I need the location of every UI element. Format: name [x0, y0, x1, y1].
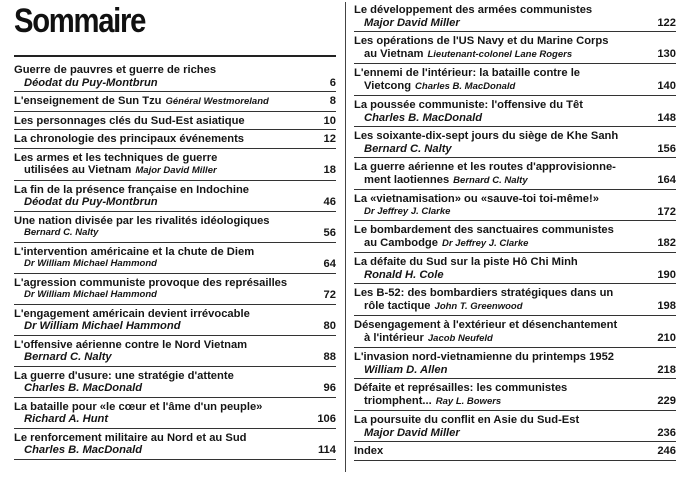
toc-entry-divider [14, 148, 336, 149]
toc-entry-divider [354, 347, 676, 348]
toc-entry-title-text: La «vietnamisation» ou «sauve-toi toi-même!» [354, 193, 599, 205]
toc-entry-page-number: 96 [323, 382, 336, 394]
toc-entry-title-text: Une nation divisée par les rivalités idéologiques [14, 214, 270, 227]
toc-entry [354, 287, 676, 313]
toc-entry-author: Ronald H. Cole [364, 268, 444, 281]
toc-entry-page-number: 172 [657, 205, 676, 218]
toc-entry-page-number: 182 [657, 236, 676, 249]
toc-entry-title [354, 319, 676, 332]
toc-entry-title-continued [354, 48, 676, 62]
toc-entry-author: Bernard C. Nalty [453, 174, 528, 186]
toc-entry-title-text: Le renforcement militaire au Nord et au Sud [14, 431, 247, 444]
toc-entry-page-number: 64 [323, 258, 336, 270]
toc-entry-author: Dr Jeffrey J. Clarke [364, 205, 451, 217]
toc-entry [354, 445, 676, 458]
toc-entry-title [14, 184, 336, 197]
toc-entry-title-continued [14, 164, 336, 178]
toc-entry [14, 308, 336, 333]
toc-entry-divider [354, 315, 676, 316]
toc-entry-title-continued-text: ment laotiennes [364, 173, 450, 186]
toc-entry-title [354, 256, 676, 269]
toc-entry-title-text: Défaite et représailles: les communistes [354, 382, 568, 394]
toc-entry-title-text: Les soixante-dix-sept jours du siège de Khe Sanh [354, 130, 619, 142]
toc-entry-title [14, 308, 336, 321]
toc-entry [354, 130, 676, 155]
toc-entry-page-number: 190 [657, 268, 676, 281]
toc-entry-page-number: 140 [657, 79, 676, 92]
right-column [354, 4, 676, 464]
toc-entry [14, 115, 336, 128]
toc-entry [354, 224, 676, 250]
toc-entry [354, 67, 676, 93]
toc-entry-divider [14, 273, 336, 274]
toc-entry-title-text: Les armes et les techniques de guerre [14, 151, 218, 164]
title-underline [14, 55, 336, 57]
toc-entry-title [14, 339, 336, 352]
toc-entry-author: Déodat du Puy-Montbrun [24, 196, 158, 208]
toc-entry-author: Charles B. MacDonald [364, 111, 483, 124]
toc-entry-divider [354, 63, 676, 64]
toc-entry-divider [354, 410, 676, 411]
column-divider [345, 2, 346, 472]
toc-entry-title [354, 67, 676, 80]
toc-entry-title [14, 215, 336, 228]
toc-entry-author: Jacob Neufeld [427, 332, 493, 344]
toc-entry-page-number: 12 [323, 133, 336, 145]
toc-entry-title-continued [354, 395, 676, 409]
toc-entry-divider [14, 91, 336, 92]
toc-entry-page-number: 106 [317, 413, 336, 425]
toc-entry-title-continued [354, 174, 676, 188]
toc-entry-title [354, 193, 676, 206]
toc-entry-page-number: 164 [657, 173, 676, 186]
toc-entry-page-number: 246 [657, 445, 676, 457]
toc-entry-title-continued-text: Vietcong [364, 79, 412, 92]
toc-entry-title-text: Le développement des armées communistes [354, 4, 593, 16]
toc-entry [354, 4, 676, 29]
toc-entry-author: Charles B. MacDonald [415, 80, 516, 92]
toc-entry-title [14, 432, 336, 445]
toc-entry-title-text: L'invasion nord-vietnamienne du printemps 1952 [354, 351, 615, 363]
page-title: Sommaire [14, 2, 146, 40]
toc-entry-title [354, 224, 676, 237]
toc-entry-author: Dr Jeffrey J. Clarke [441, 237, 529, 249]
toc-entry [14, 133, 336, 146]
toc-entry [354, 351, 676, 376]
toc-entry-title-text: La poursuite du conflit en Asie du Sud-Est [354, 414, 580, 426]
toc-entry-title-text: Les personnages clés du Sud-Est asiatique [14, 114, 245, 127]
toc-entry-author: Dr William Michael Hammond [24, 258, 157, 269]
toc-entry-page-number: 72 [323, 289, 336, 301]
toc-entry [14, 152, 336, 178]
toc-entry-page-number: 229 [657, 394, 676, 407]
toc-entry-divider [354, 157, 676, 158]
toc-entry-title [354, 414, 676, 427]
toc-entry-page-number: 80 [323, 320, 336, 332]
toc-entry-title-continued [354, 80, 676, 94]
toc-entry-divider [354, 220, 676, 221]
toc-entry-title [14, 152, 336, 165]
toc-entry-author: John T. Greenwood [434, 300, 523, 312]
toc-entry-title-continued-text: utilisées au Vietnam [24, 164, 132, 176]
toc-entry-title [14, 64, 336, 77]
toc-entry-divider [354, 189, 676, 190]
toc-entry [14, 401, 336, 426]
toc-entry-page-number: 10 [323, 114, 336, 127]
toc-entry [354, 414, 676, 439]
toc-entry-divider [354, 460, 676, 461]
toc-entry [14, 339, 336, 364]
toc-entry-title [14, 277, 336, 290]
toc-entry-divider [354, 31, 676, 32]
toc-entry-author: Bernard C. Nalty [364, 142, 452, 155]
toc-entry-title [354, 130, 676, 143]
toc-entry-title-text: L'enseignement de Sun Tzu [14, 95, 162, 107]
toc-entry-title-text: La guerre aérienne et les routes d'approvisionne- [354, 161, 616, 173]
toc-entry-title-continued-text: à l'intérieur [364, 331, 424, 344]
toc-entry [14, 184, 336, 209]
toc-entry-divider [14, 180, 336, 181]
toc-entry-divider [14, 428, 336, 429]
toc-entry-title-continued [354, 332, 676, 346]
toc-entry-divider [14, 111, 336, 112]
toc-entry-title-text: La chronologie des principaux événements [14, 133, 245, 145]
toc-entry-page-number: 46 [323, 196, 336, 208]
toc-entry-page-number: 210 [657, 331, 676, 344]
toc-entry-title-continued [354, 300, 676, 314]
toc-entry-divider [354, 126, 676, 127]
toc-entry-title-text: La guerre d'usure: une stratégie d'attente [14, 369, 234, 382]
toc-entry [354, 382, 676, 408]
toc-entry-title [354, 287, 676, 300]
toc-entry [14, 64, 336, 89]
toc-entry-title [354, 445, 676, 458]
toc-entry-divider [14, 397, 336, 398]
toc-entry-divider [14, 304, 336, 305]
toc-entry-author: Général Westmoreland [165, 96, 269, 107]
toc-entry [354, 99, 676, 124]
toc-entry-author: Major David Miller [364, 16, 460, 29]
toc-entry-title [354, 161, 676, 174]
toc-entry-page-number: 18 [323, 164, 336, 176]
toc-entry-title [354, 351, 676, 364]
toc-entry [14, 370, 336, 395]
toc-entry-page-number: 148 [657, 111, 676, 124]
toc-entry [354, 161, 676, 187]
toc-entry-divider [14, 211, 336, 212]
toc-entry-page-number: 236 [657, 426, 676, 439]
toc-entry-title [14, 401, 336, 414]
toc-entry-author: Richard A. Hunt [24, 413, 109, 425]
toc-entry-page-number: 122 [657, 16, 676, 29]
toc-entry-page-number: 8 [329, 95, 336, 107]
toc-entry-page-number: 88 [323, 351, 336, 363]
toc-entry-title [354, 382, 676, 395]
toc-entry-title-text: L'engagement américain devient irrévocable [14, 307, 250, 320]
toc-entry [354, 319, 676, 345]
toc-entry-title-continued-text: au Vietnam [364, 47, 424, 60]
toc-entry-title-text: L'intervention américaine et la chute de Diem [14, 245, 255, 258]
toc-entry [354, 35, 676, 61]
toc-entry-divider [14, 242, 336, 243]
toc-entry-title-text: L'agression communiste provoque des représailles [14, 276, 288, 289]
toc-entry-divider [354, 378, 676, 379]
toc-entry [354, 193, 676, 218]
toc-entry-author: Dr William Michael Hammond [24, 289, 157, 300]
toc-entry-author: Charles B. MacDonald [24, 444, 143, 456]
toc-entry-title-text: La défaite du Sud sur la piste Hô Chi Minh [354, 256, 578, 268]
toc-entry-title-text: Index [354, 445, 384, 457]
toc-entry-title-text: La bataille pour «le cœur et l'âme d'un peuple» [14, 400, 263, 413]
toc-entry-author: Charles B. MacDonald [24, 382, 143, 394]
toc-entry-page-number: 6 [329, 76, 336, 89]
toc-entry [14, 215, 336, 240]
toc-entry-divider [14, 366, 336, 367]
toc-entry-author: Déodat du Puy-Montbrun [24, 76, 158, 89]
toc-entry-title-text: La poussée communiste: l'offensive du Têt [354, 99, 583, 111]
toc-entry [14, 432, 336, 457]
toc-entry-title-text: Les opérations de l'US Navy et du Marine Corps [354, 35, 609, 47]
toc-entry-page-number: 56 [323, 227, 336, 239]
toc-entry [14, 277, 336, 302]
toc-entry-title [354, 35, 676, 48]
toc-entry-divider [354, 95, 676, 96]
left-column [14, 64, 336, 463]
toc-entry-title [354, 99, 676, 112]
toc-entry-divider [14, 129, 336, 130]
toc-entry-author: Major David Miller [135, 165, 217, 176]
toc-entry-title-continued-text: rôle tactique [364, 299, 431, 312]
toc-entry-title [14, 95, 336, 109]
toc-entry-title-text: La fin de la présence française en Indochine [14, 183, 250, 196]
toc-entry-divider [354, 441, 676, 442]
toc-entry [14, 246, 336, 271]
toc-entry-title-text: L'offensive aérienne contre le Nord Vietnam [14, 338, 248, 351]
toc-entry-title-text: L'ennemi de l'intérieur: la bataille contre le [354, 67, 581, 79]
toc-entry-page-number: 218 [657, 363, 676, 376]
toc-entry-divider [14, 335, 336, 336]
toc-entry-title-text: Les B-52: des bombardiers stratégiques dans un [354, 287, 614, 299]
toc-entry-author: Bernard C. Nalty [24, 351, 112, 363]
toc-entry-title [14, 133, 336, 146]
toc-entry-author: William D. Allen [364, 363, 448, 376]
toc-entry-page-number: 130 [657, 47, 676, 60]
toc-entry [14, 95, 336, 109]
toc-entry-title-text: Le bombardement des sanctuaires communistes [354, 224, 614, 236]
toc-entry-page-number: 156 [657, 142, 676, 155]
toc-entry [354, 256, 676, 281]
toc-entry-title-continued [354, 237, 676, 251]
toc-entry-divider [354, 252, 676, 253]
toc-entry-title [14, 115, 336, 128]
toc-entry-author: Major David Miller [364, 426, 460, 439]
toc-entry-title [14, 370, 336, 383]
toc-entry-author: Ray L. Bowers [435, 395, 502, 407]
toc-entry-title-continued-text: au Cambodge [364, 236, 438, 249]
toc-entry-title-text: Guerre de pauvres et guerre de riches [14, 64, 217, 76]
toc-entry-page-number: 198 [657, 299, 676, 312]
toc-entry-divider [354, 283, 676, 284]
toc-entry-author: Lieutenant-colonel Lane Rogers [427, 48, 573, 60]
toc-entry-divider [14, 459, 336, 460]
toc-entry-author: Bernard C. Nalty [24, 227, 99, 238]
toc-entry-page-number: 114 [317, 444, 336, 456]
toc-entry-title-continued-text: triomphent... [364, 394, 432, 407]
toc-entry-author: Dr William Michael Hammond [24, 320, 181, 332]
toc-entry-title [354, 4, 676, 17]
toc-entry-title [14, 246, 336, 259]
toc-entry-title-text: Désengagement à l'extérieur et désenchantement [354, 319, 618, 331]
